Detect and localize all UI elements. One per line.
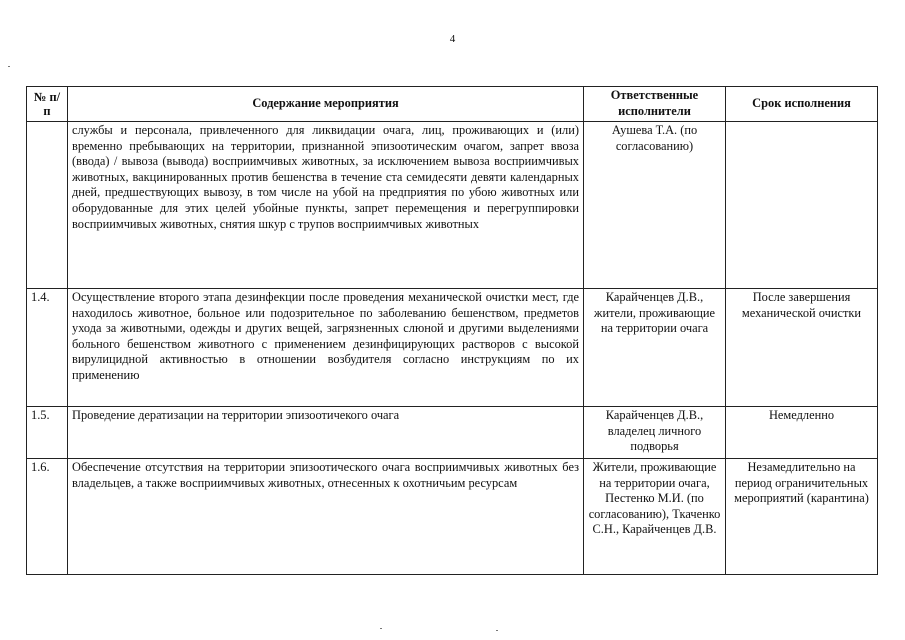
header-content: Содержание мероприятия xyxy=(68,87,584,122)
table-row xyxy=(27,122,878,289)
row-content: службы и персонала, привлеченного для ликвидации очага, лиц, проживающих и (или) временно пребывающих на территории, признанной эпизоотическим очагом, запрет ввоза (ввода) / вывоза (вывода) восприимчивых животных, за исключением вывоза восприимчивых животных, вакцинированных против бешенства в течение ста семидесяти девяти календарных дней, предшествующих вывозу, в том числе на убой на предприятия по убою животных или оборудованные для этих целей убойные пункты, запрет перемещения и перегруппировки восприимчивых животных, снятия шкур с трупов восприимчивых животных xyxy=(68,122,584,289)
row-responsible: Жители, проживающие на территории очага, Пестенко М.И. (по согласованию), Ткаченко С.Н., Карайченцев Д.В. xyxy=(584,459,726,575)
row-deadline: После завершения механической очистки xyxy=(726,289,878,407)
row-num: 1.6. xyxy=(27,459,68,575)
row-responsible: Карайченцев Д.В., владелец личного подворья xyxy=(584,407,726,459)
header-num: № п/п xyxy=(27,87,68,122)
header-deadline: Срок исполнения xyxy=(726,87,878,122)
table-header-row xyxy=(27,87,878,122)
row-content: Проведение дератизации на территории эпизоотичекого очага xyxy=(68,407,584,459)
row-content: Осуществление второго этапа дезинфекции после проведения механической очистки мест, где находилось животное, больное или подозрительное по заболеванию бешенством, предметов ухода за животными, одежды и других вещей, загрязненных слюной и другими выделениями больного бешенством животного с применением дезинфицирующих растворов с высокой вирулицидной активностью в отношении возбудителя согласно инструкциям по их применению xyxy=(68,289,584,407)
row-num xyxy=(27,122,68,289)
table-row xyxy=(27,289,878,407)
scan-speck xyxy=(496,630,498,631)
scan-speck xyxy=(8,66,10,67)
row-num: 1.4. xyxy=(27,289,68,407)
row-deadline: Незамедлительно на период ограничительных мероприятий (карантина) xyxy=(726,459,878,575)
table-row xyxy=(27,459,878,575)
measures-table xyxy=(26,86,878,575)
table-row xyxy=(27,407,878,459)
row-responsible: Аушева Т.А. (по согласованию) xyxy=(584,122,726,289)
row-content: Обеспечение отсутствия на территории эпизоотического очага восприимчивых животных без владельцев, а также восприимчивых животных, отнесенных к охотничьим ресурсам xyxy=(68,459,584,575)
header-responsible: Ответственные исполнители xyxy=(584,87,726,122)
row-responsible: Карайченцев Д.В., жители, проживающие на территории очага xyxy=(584,289,726,407)
scan-speck xyxy=(380,628,382,629)
row-num: 1.5. xyxy=(27,407,68,459)
row-deadline xyxy=(726,122,878,289)
page-number: 4 xyxy=(449,33,456,45)
row-deadline: Немедленно xyxy=(726,407,878,459)
